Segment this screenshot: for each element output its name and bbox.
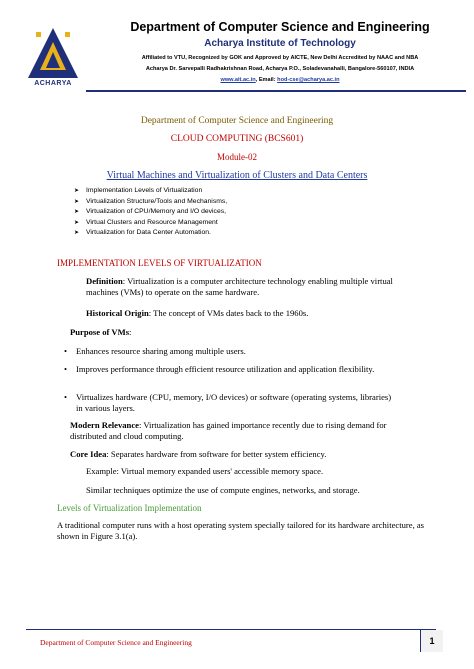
email-label: Email:: [258, 77, 278, 83]
arrow-bullet-icon: ➤: [74, 198, 80, 205]
header-contact: www.ait.ac.in, Email: hod-cse@acharya.ac.in: [220, 77, 340, 83]
header-affiliation: Affiliated to VTU, Recognized by GOK and Approved by AICTE, New Delhi Accredited by NAAC and NBA: [141, 55, 419, 61]
header-department: Department of Computer Science and Engineering: [130, 20, 430, 34]
logo-text: ACHARYA: [34, 80, 72, 87]
arrow-bullet-icon: ➤: [74, 230, 80, 237]
core-idea-paragraph: Core Idea: Separates hardware from software for better system efficiency.: [70, 449, 327, 459]
bullet-icon: •: [64, 392, 68, 402]
module-title: Virtual Machines and Virtualization of Clusters and Data Centers: [106, 170, 368, 181]
subsection-heading: Levels of Virtualization Implementation: [57, 503, 202, 513]
topic-item: ➤ Virtualization Structure/Tools and Mechanisms,: [74, 197, 227, 208]
website-link[interactable]: www.ait.ac.in: [220, 77, 256, 83]
definition-paragraph: Definition: Virtualization is a computer architecture technology enabling multiple virtual machines (VMs) to operate on the same hardware.: [86, 276, 393, 297]
acharya-logo: [26, 26, 80, 80]
topic-item: ➤ Implementation Levels of Virtualization: [74, 186, 227, 197]
bullet-icon: •: [64, 364, 68, 374]
relevance-paragraph: Modern Relevance: Virtualization has gained importance recently due to rising demand for distributed and cloud computing.: [70, 420, 387, 441]
topic-item: ➤ Virtual Clusters and Resource Management: [74, 218, 227, 229]
header-institute: Acharya Institute of Technology: [204, 38, 356, 49]
topic-list: [74, 186, 227, 239]
section-heading: IMPLEMENTATION LEVELS OF VIRTUALIZATION: [57, 258, 262, 268]
topic-item: ➤ Virtualization for Data Center Automation.: [74, 228, 227, 239]
module-label: Module-02: [217, 152, 257, 162]
footer-department: Department of Computer Science and Engineering: [40, 638, 192, 647]
purpose-item: • Virtualizes hardware (CPU, memory, I/O devices) or software (operating systems, libraries) in various layers.: [64, 392, 392, 413]
arrow-bullet-icon: ➤: [74, 188, 80, 194]
header-address: Acharya Dr. Sarvepalli Radhakrishnan Road, Acharya P.O., Soladevanahalli, Bangalore-560107, INDIA: [145, 66, 415, 72]
arrow-bullet-icon: ➤: [74, 219, 80, 226]
arrow-bullet-icon: ➤: [74, 209, 80, 216]
header-divider: [86, 90, 466, 92]
email-link[interactable]: hod-cse@acharya.ac.in: [277, 77, 340, 83]
course-title: CLOUD COMPUTING (BCS601): [170, 134, 304, 144]
similar-paragraph: Similar techniques optimize the use of compute engines, networks, and storage.: [86, 485, 360, 495]
purpose-heading: Purpose of VMs:: [70, 327, 132, 337]
final-paragraph: A traditional computer runs with a host operating system specially tailored for its hardware architecture, as shown in Figure 3.1(a).: [57, 520, 425, 541]
footer-divider: [26, 629, 436, 630]
origin-paragraph: Historical Origin: The concept of VMs dates back to the 1960s.: [86, 308, 309, 318]
topic-item: ➤ Virtualization of CPU/Memory and I/O devices,: [74, 207, 227, 218]
bullet-icon: •: [64, 346, 68, 356]
example-paragraph: Example: Virtual memory expanded users' accessible memory space.: [86, 466, 324, 476]
purpose-item: • Enhances resource sharing among multiple users.: [64, 346, 246, 356]
purpose-item: • Improves performance through efficient resource utilization and application flexibility.: [64, 364, 375, 374]
doc-department: Department of Computer Science and Engineering: [140, 116, 334, 126]
page-number: 1: [420, 630, 443, 652]
